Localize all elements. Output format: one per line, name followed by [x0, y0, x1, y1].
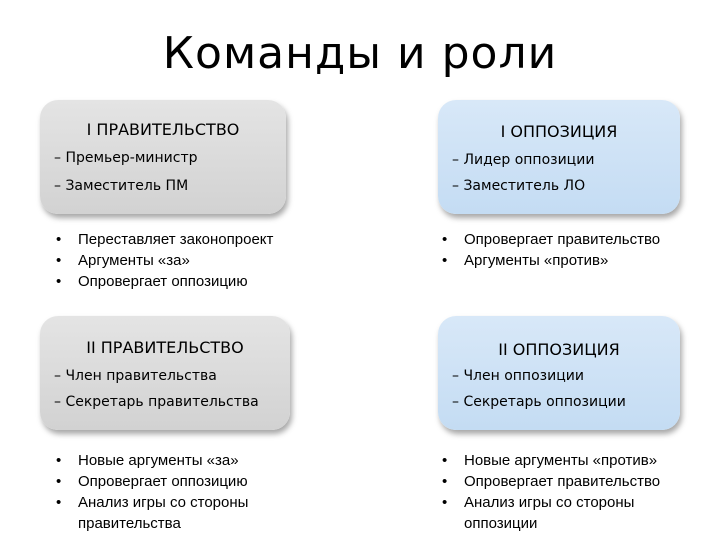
list-item: • Анализ игры со стороны правительства	[56, 494, 249, 532]
second-government-duties	[54, 450, 354, 534]
bullet-glyph: •	[56, 273, 62, 290]
list-item: • Новые аргументы «за»	[56, 452, 239, 469]
second-opposition-card	[438, 316, 680, 430]
list-item: • Аргументы «против»	[442, 252, 609, 269]
bullet-glyph: •	[56, 252, 62, 269]
role-line: – Секретарь оппозиции	[452, 394, 626, 410]
role-line: – Заместитель ПМ	[54, 178, 189, 194]
bullet-glyph: •	[56, 473, 62, 490]
bullet-glyph: •	[56, 452, 62, 469]
second-government-card	[40, 316, 290, 430]
card-title: II ПРАВИТЕЛЬСТВО	[86, 338, 244, 357]
list-item: • Новые аргументы «против»	[442, 452, 658, 469]
card-title: II ОППОЗИЦИЯ	[498, 340, 620, 359]
page-title: Команды и роли	[162, 28, 558, 79]
first-government-duties	[54, 229, 354, 292]
list-item: • Переставляет законопроект	[56, 231, 274, 248]
list-item: • Аргументы «за»	[56, 252, 190, 269]
first-opposition-card	[438, 100, 680, 214]
role-line: – Член правительства	[54, 368, 217, 384]
role-line: – Член оппозиции	[452, 368, 584, 384]
bullet-glyph: •	[56, 231, 62, 248]
list-item: • Анализ игры со стороны оппозиции	[442, 494, 635, 532]
bullet-glyph: •	[442, 231, 448, 248]
list-item: • Опровергает правительство	[442, 473, 661, 490]
first-government-card	[40, 100, 286, 214]
bullet-glyph: •	[442, 252, 448, 269]
role-line: – Лидер оппозиции	[452, 152, 595, 168]
list-item: • Опровергает оппозицию	[56, 273, 248, 290]
bullet-glyph: •	[56, 494, 62, 511]
card-title: I ПРАВИТЕЛЬСТВО	[86, 120, 240, 139]
role-line: – Секретарь правительства	[54, 394, 259, 410]
bullet-glyph: •	[442, 494, 448, 511]
first-opposition-duties	[440, 229, 710, 271]
role-line: – Премьер-министр	[54, 150, 198, 166]
role-line: – Заместитель ЛО	[452, 178, 586, 194]
second-opposition-duties	[440, 450, 710, 534]
list-item: • Опровергает правительство	[442, 231, 661, 248]
bullet-glyph: •	[442, 473, 448, 490]
bullet-glyph: •	[442, 452, 448, 469]
list-item: • Опровергает оппозицию	[56, 473, 248, 490]
card-title: I ОППОЗИЦИЯ	[500, 122, 618, 141]
